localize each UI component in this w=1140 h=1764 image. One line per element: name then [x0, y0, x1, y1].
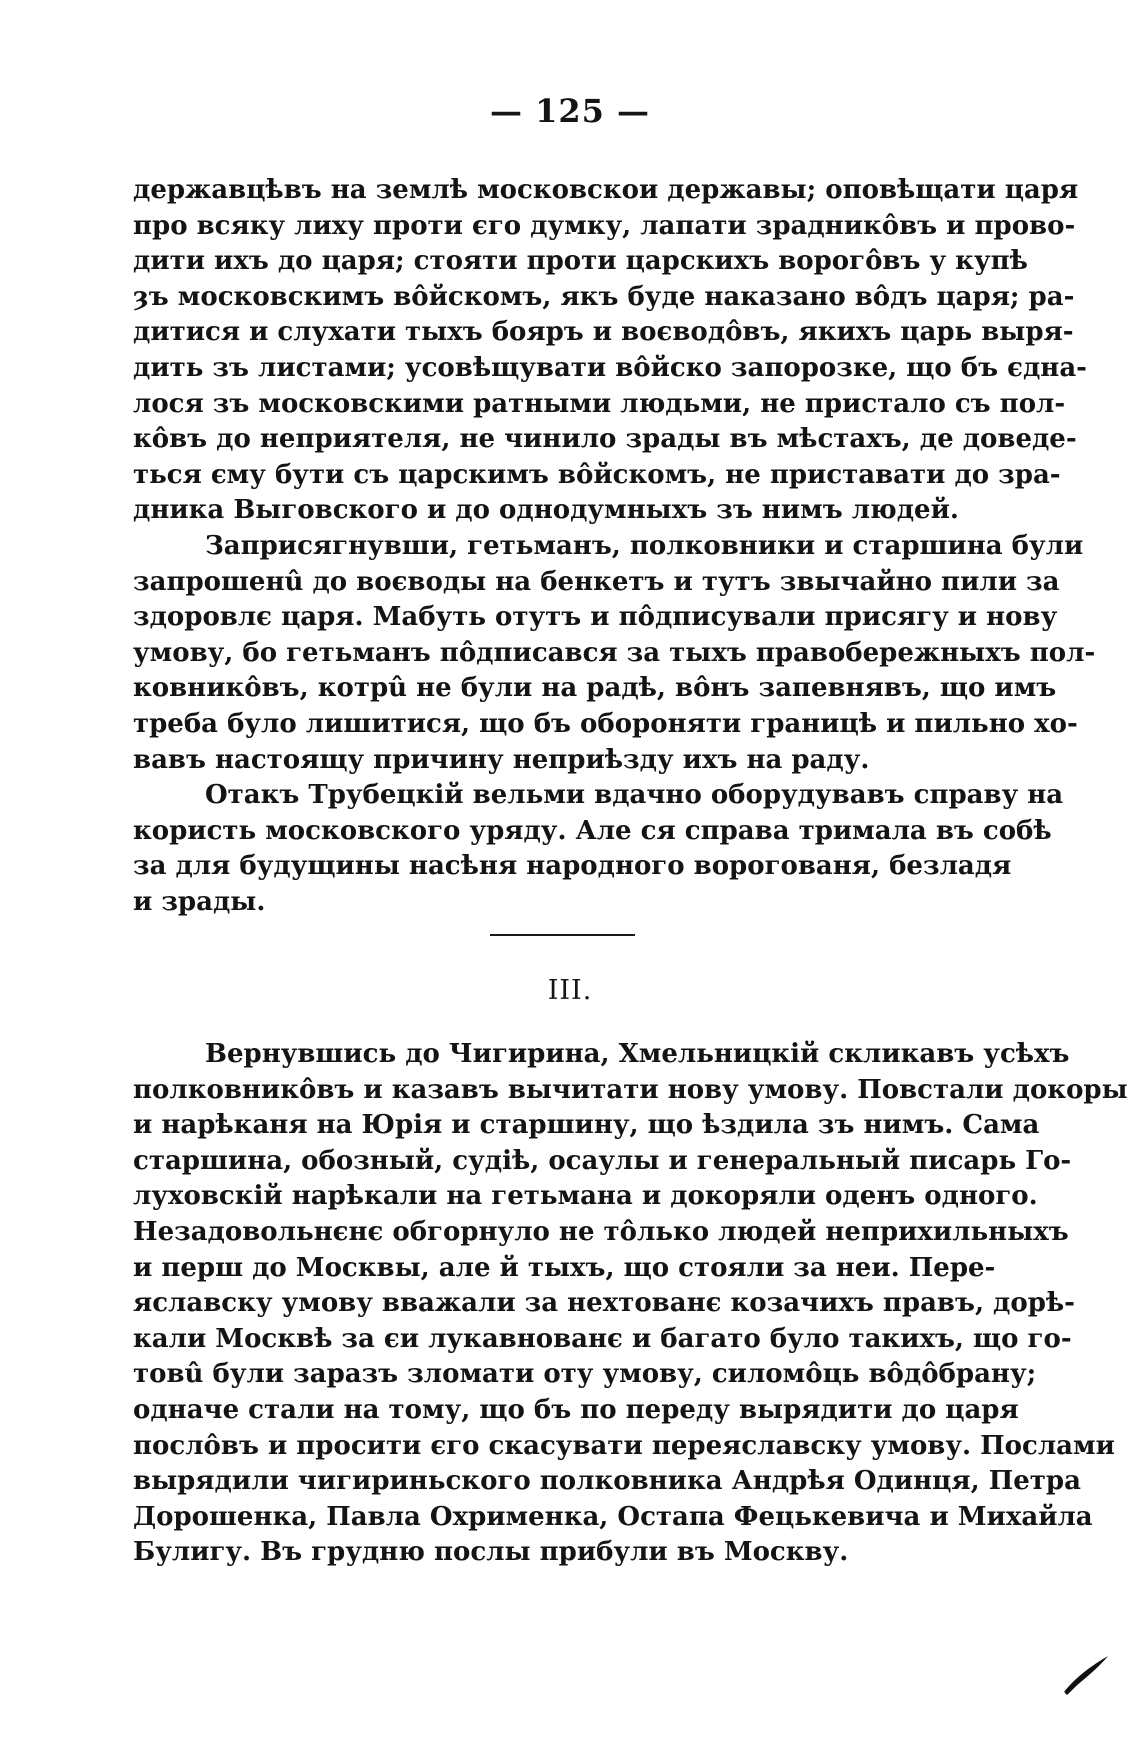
text-line: дити ихъ до царя; стояти проти царскихъ ворогôвъ у купѣ	[133, 246, 1028, 277]
section-divider	[490, 934, 635, 936]
text-line: треба було лишитися, що бъ обороняти границѣ и пильно хо-	[133, 708, 1078, 739]
text-line: про всяку лиху проти єго думку, лапати зрадникôвъ и прово-	[133, 210, 1076, 241]
text-line: послôвъ и просити єго скасувати переяславску умову. Послами	[133, 1430, 1115, 1461]
text-line: одначе стали на тому, що бъ по переду вырядити до царя	[133, 1394, 1019, 1425]
text-line: за для будущины насѣня народного ворогованя, безладя	[133, 851, 1012, 882]
text-line: полковникôвъ и казавъ вычитати нову умову. Повстали докоры	[133, 1074, 1128, 1105]
body-text-top	[133, 173, 1096, 920]
text-line: и нарѣканя на Юрія и старшину, що ѣздила зъ нимъ. Сама	[133, 1110, 1040, 1141]
text-line: користь московского уряду. Але ся справа тримала въ собѣ	[133, 815, 1052, 846]
text-line: яславску умову вважали за нехтованє козачихъ правъ, дорѣ-	[133, 1288, 1075, 1319]
text-line: старшина, обозный, судіѣ, осаулы и генеральный писарь Го-	[133, 1145, 1072, 1176]
text-line: запрошенû до воєводы на бенкетъ и тутъ звычайно пили за	[133, 566, 1060, 597]
text-line: Вернувшись до Чигирина, Хмельницкій скликавъ усѣхъ	[205, 1039, 1070, 1069]
text-line: кали Москвѣ за єи лукавнованє и багато було такихъ, що го-	[133, 1323, 1072, 1354]
text-line: Отакъ Трубецкій вельми вдачно оборудувавъ справу на	[205, 780, 1064, 811]
text-line: вавъ настоящу причину неприѣзду ихъ на раду.	[133, 744, 870, 775]
text-line: луховскій нарѣкали на гетьмана и докоряли оденъ одного.	[133, 1181, 1038, 1212]
text-line: товû були заразъ зломати оту умову, силомôць вôдôбрану;	[133, 1359, 1037, 1390]
text-line: и перш до Москвы, але й тыхъ, що стояли за неи. Пере-	[133, 1252, 996, 1283]
text-line: умову, бо гетьманъ пôдписався за тыхъ правобережныхъ пол-	[133, 637, 1096, 668]
text-line: ȝъ московскимъ вôйскомъ, якъ буде наказано вôдъ царя; ра-	[133, 281, 1075, 312]
text-line: лося зъ московскими ратными людьми, не пристало съ пол-	[133, 388, 1066, 419]
text-line: Незадовольнєнє обгорнуло не тôлько людей неприхильныхъ	[133, 1216, 1069, 1247]
text-line: Дорошенка, Павла Охрименка, Остапа Фецькевича и Михайла	[133, 1501, 1093, 1532]
text-line: ковникôвъ, котрû не були на радѣ, вôнъ запевнявъ, що имъ	[133, 673, 1057, 704]
text-line: Булигу. Въ грудню послы прибули въ Москву.	[133, 1537, 849, 1568]
text-line: Заприсягнувши, гетьманъ, полковники и старшина були	[205, 530, 1084, 561]
text-line: ться єму бути съ царскимъ вôйскомъ, не приставати до зра-	[133, 459, 1061, 490]
text-line: кôвъ до неприятеля, не чинило зрады въ мѣстахъ, де доведе-	[133, 424, 1077, 455]
page-number: — 125 —	[489, 92, 651, 130]
text-line: и зрады.	[133, 886, 266, 917]
text-line: державцѣвъ на землѣ московскои державы; оповѣщати царя	[133, 175, 1079, 205]
section-heading: III.	[547, 975, 593, 1006]
text-line: дить зъ листами; усовѣщувати вôйско запорозке, що бъ єдна-	[133, 352, 1087, 383]
text-line: вырядили чигириньского полковника Андрѣя Одинця, Петра	[133, 1466, 1081, 1497]
text-line: дитися и слухати тыхъ бояръ и воєводôвъ, якихъ царь выря-	[133, 317, 1074, 348]
quill-mark-icon	[1062, 1652, 1112, 1696]
text-line: здоровлє царя. Мабуть отутъ и пôдписували присягу и нову	[133, 602, 1058, 633]
text-line: дника Выговского и до однодумныхъ зъ нимъ людей.	[133, 495, 959, 526]
body-text-bottom	[133, 1037, 1128, 1571]
